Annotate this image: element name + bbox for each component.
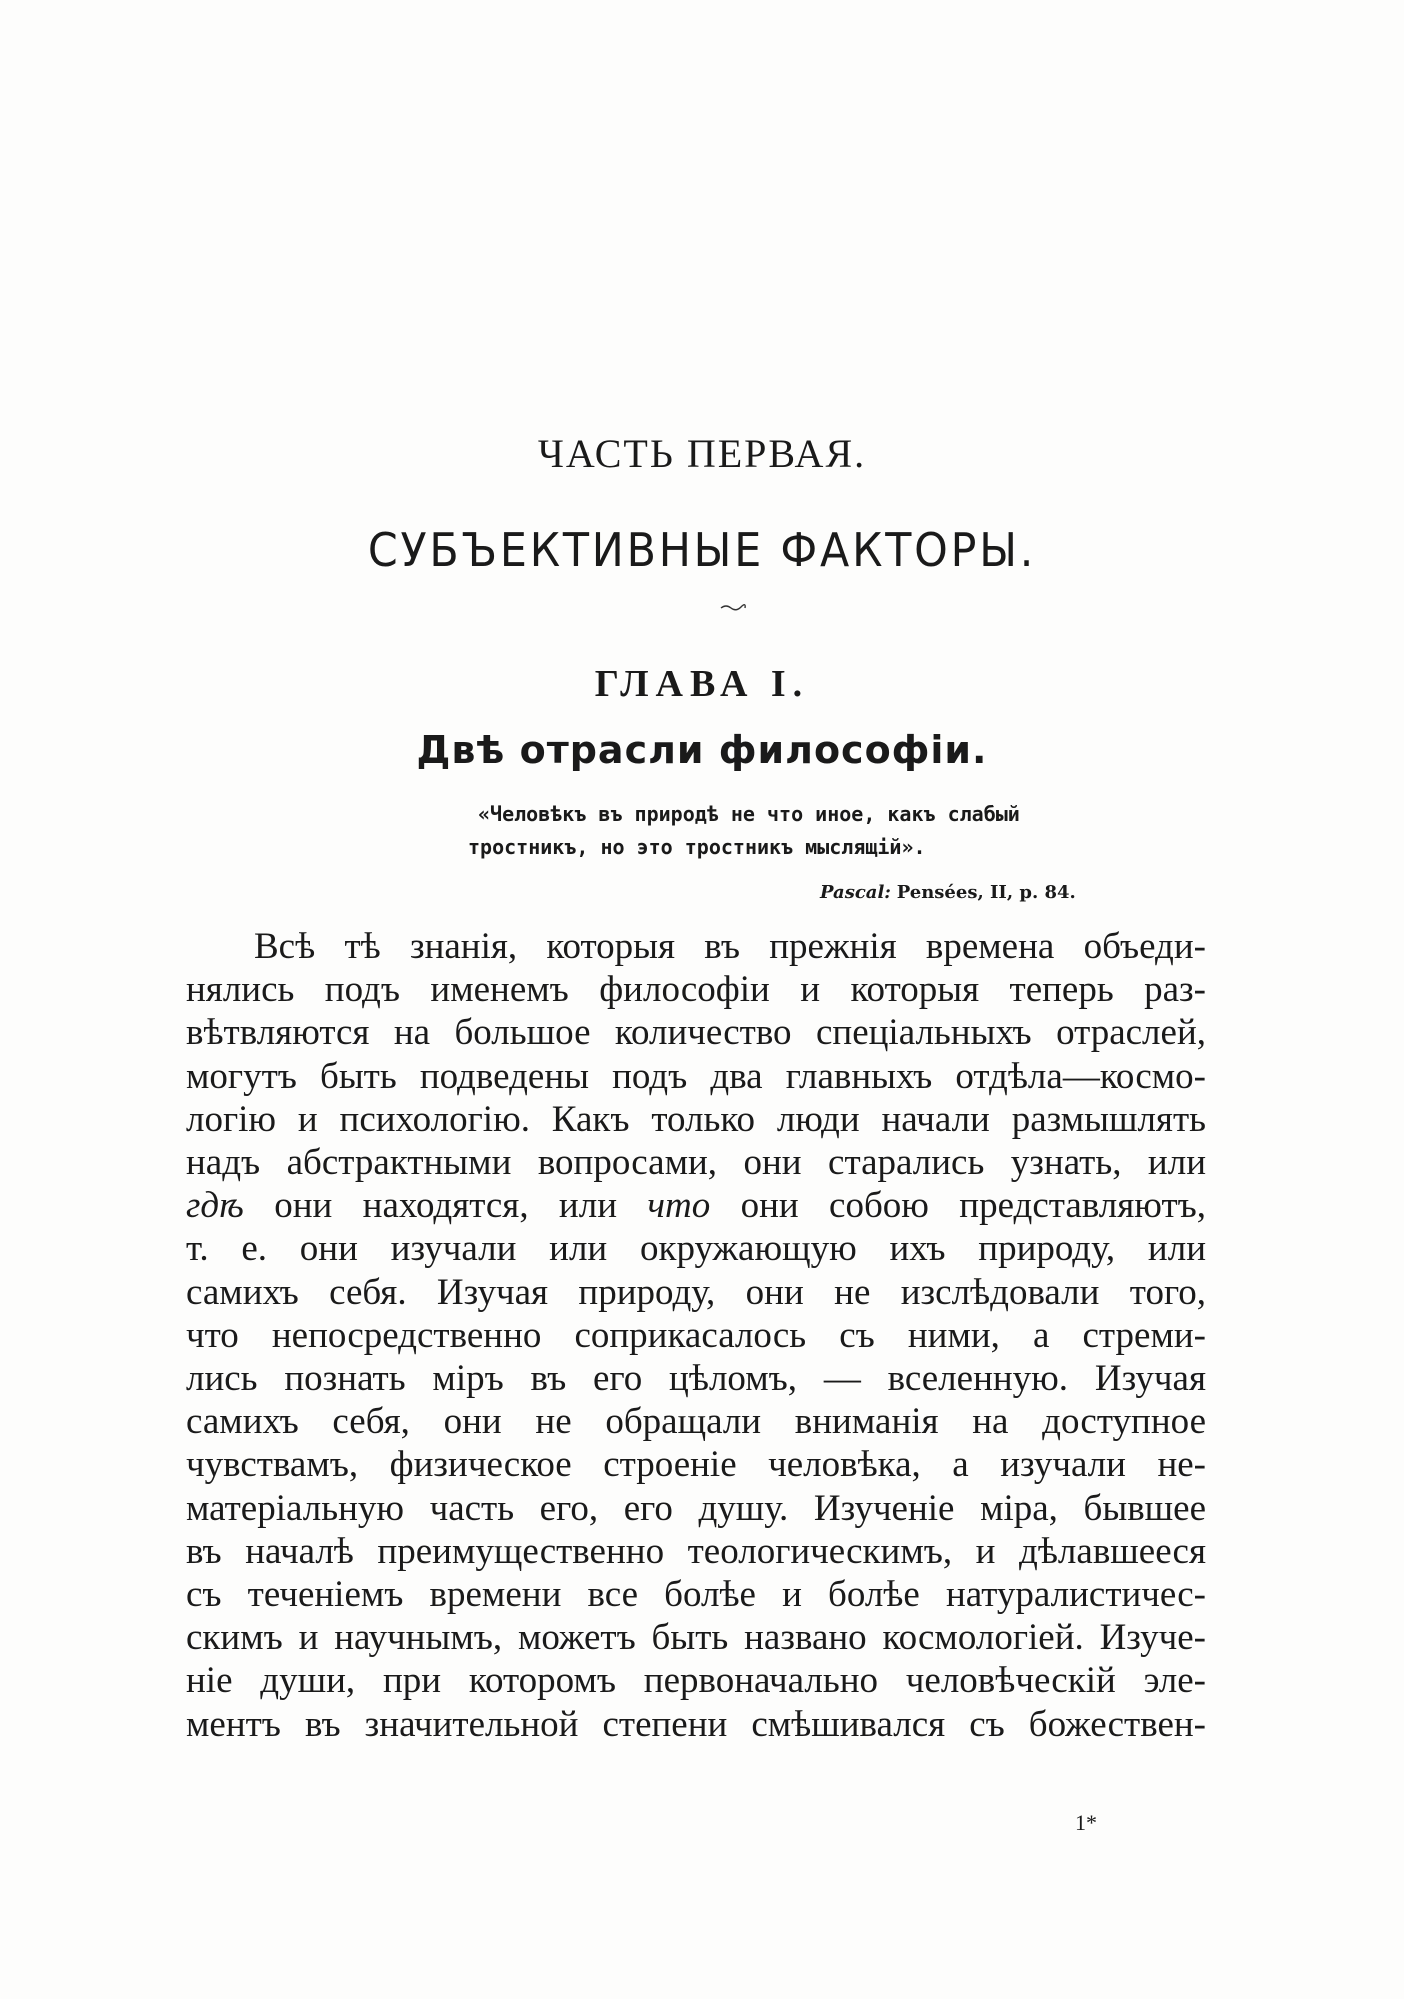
ornament-swash bbox=[720, 603, 746, 611]
italic-word: что bbox=[647, 1185, 711, 1227]
text-line: надъ абстрактными вопросами, они старались узнать, или bbox=[186, 1142, 1206, 1184]
italic-word: гдѣ bbox=[186, 1185, 244, 1227]
epigraph-source bbox=[820, 879, 1120, 907]
epigraph-line: «Человѣкъ въ природѣ не что иное, какъ слабый bbox=[478, 802, 1020, 826]
text-line: ніе души, при которомъ первоначально человѣческій эле- bbox=[186, 1660, 1206, 1702]
text-line: самихъ себя. Изучая природу, они не изслѣдовали того, bbox=[186, 1271, 1206, 1313]
text-line: ментъ въ значительной степени смѣшивался съ божествен- bbox=[186, 1703, 1206, 1745]
text-line: нялись подъ именемъ философіи и которыя теперь раз- bbox=[186, 969, 1206, 1011]
text-segment: они собою представляютъ, bbox=[710, 1185, 1206, 1227]
text-line: Всѣ тѣ знанія, которыя въ прежнія времена объеди- bbox=[254, 926, 1206, 967]
chapter-label: ГЛАВА I. bbox=[594, 663, 810, 705]
part-label: ЧАСТЬ ПЕРВАЯ. bbox=[537, 431, 867, 476]
text-line: что непосредственно соприкасалось съ ними, а стреми- bbox=[186, 1314, 1206, 1356]
chapter-title: Двѣ отрасли философіи. bbox=[416, 728, 988, 772]
text-line: логію и психологію. Какъ только люди начали размышлять bbox=[186, 1098, 1206, 1140]
text-line: скимъ и научнымъ, можетъ быть названо космологіей. Изуче- bbox=[186, 1617, 1206, 1659]
text-line: матеріальную часть его, его душу. Изученіе міра, бывшее bbox=[186, 1487, 1206, 1529]
part-title: СУБЪЕКТИВНЫЕ ФАКТОРЫ. bbox=[367, 523, 1037, 577]
epigraph-work: Pensées, II, p. 84. bbox=[896, 882, 1076, 903]
text-line: въ началѣ преимущественно теологическимъ, и дѣлавшееся bbox=[186, 1530, 1206, 1572]
text-line: могутъ быть подведены подъ два главныхъ отдѣла—космо- bbox=[186, 1055, 1206, 1097]
epigraph-line: тростникъ, но это тростникъ мыслящій». bbox=[468, 835, 926, 859]
text-segment: они находятся, или bbox=[243, 1185, 648, 1227]
epigraph-author: Pascal: bbox=[820, 882, 891, 903]
text-line: лись познать міръ въ его цѣломъ, — вселенную. Изучая bbox=[186, 1358, 1206, 1400]
text-line: самихъ себя, они не обращали вниманія на доступное bbox=[186, 1401, 1206, 1443]
text-line bbox=[186, 1184, 1206, 1227]
text-line: чувствамъ, физическое строеніе человѣка, а изучали не- bbox=[186, 1444, 1206, 1486]
signature-mark: 1* bbox=[1075, 1810, 1097, 1835]
body-paragraph bbox=[186, 925, 1206, 1746]
text-line: вѣтвляются на большое количество спеціальныхъ отраслей, bbox=[186, 1012, 1206, 1054]
epigraph bbox=[468, 798, 1203, 864]
text-line: съ теченіемъ времени все болѣе и болѣе натуралистичес- bbox=[186, 1574, 1206, 1616]
text-line: т. е. они изучали или окружающую ихъ природу, или bbox=[186, 1228, 1206, 1270]
